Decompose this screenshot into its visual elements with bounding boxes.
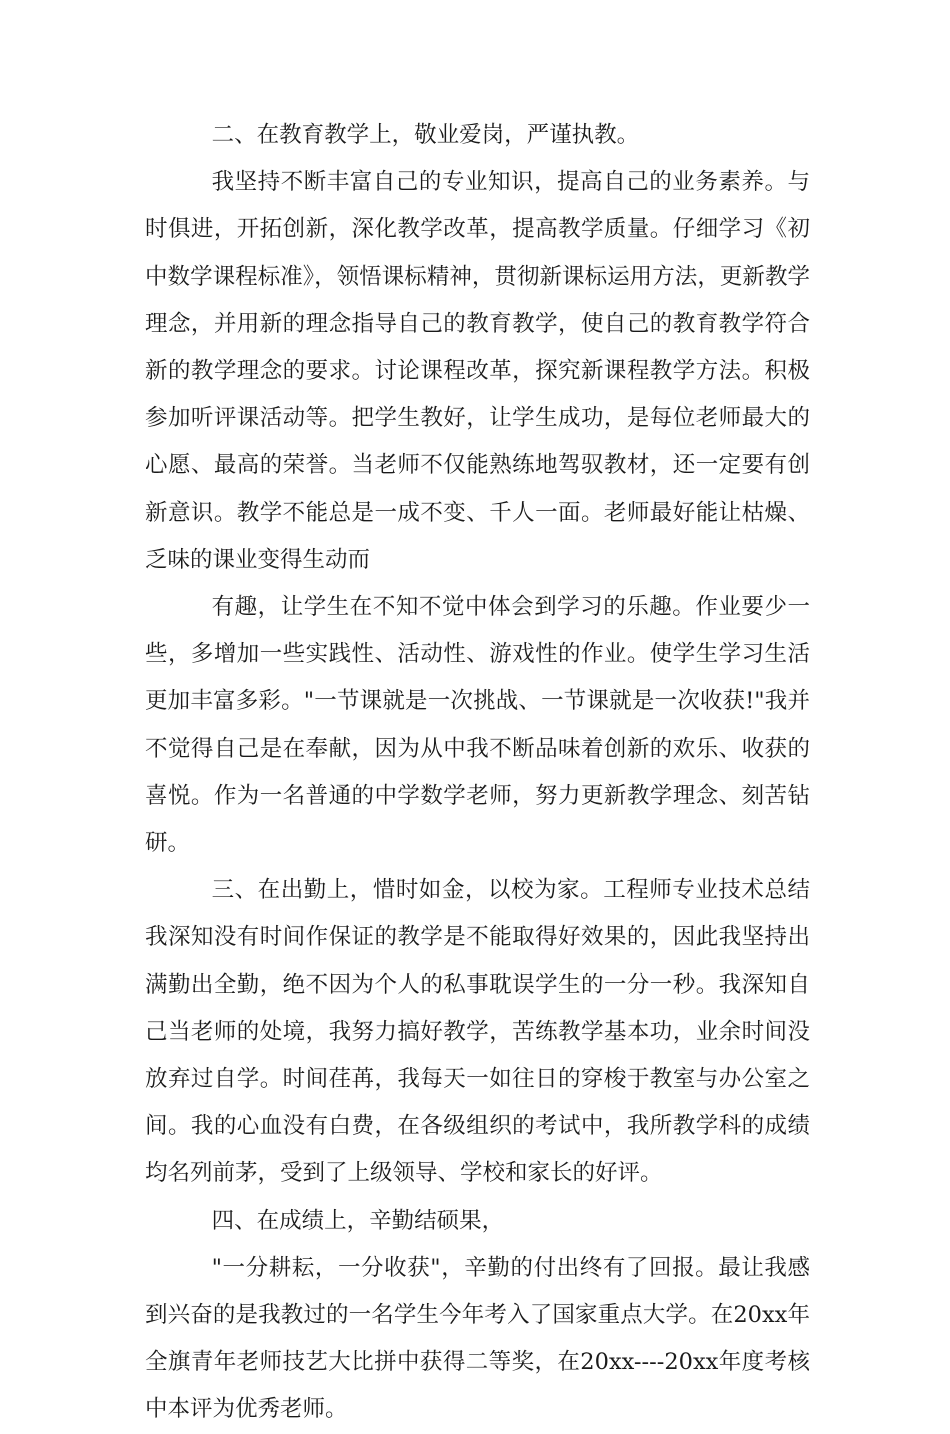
paragraph-section-3-attendance: 三、在出勤上，惜时如金，以校为家。工程师专业技术总结我深知没有时间作保证的教学是不能取得好效果的，因此我坚持出满勤出全勤，绝不因为个人的私事耽误学生的一分一秒。我深知自己当老师的处境，我努力搞好教学，苦练教学基本功，业余时间没放弃过自学。时间荏苒，我每天一如往日的穿梭于教室与办公室之间。我的心血没有白费，在各级组织的考试中，我所教学科的成绩均名列前茅，受到了上级领导、学校和家长的好评。 [145,877,810,1187]
paragraph-teaching-practice: 我坚持不断丰富自己的专业知识，提高自己的业务素养。与时俱进，开拓创新，深化教学改革，提高教学质量。仔细学习《初中数学课程标准》，领悟课标精神，贯彻新课标运用方法，更新教学理念，并用新的理念指导自己的教育教学，使自己的教育教学符合新的教学理念的要求。讨论课程改革，探究新课程教学方法。积极参加听评课活动等。把学生教好，让学生成功，是每位老师最大的心愿、最高的荣誉。当老师不仅能熟练地驾驭教材，还一定要有创新意识。教学不能总是一成不变、千人一面。老师最好能让枯燥、乏味的课业变得生动而 [145,169,810,573]
paragraph-section-2-heading: 二、在教育教学上，敬业爱岗，严谨执教。 [211,122,640,148]
paragraph-teaching-continued: 有趣，让学生在不知不觉中体会到学习的乐趣。作业要少一些，多增加一些实践性、活动性、游戏性的作业。使学生学习生活更加丰富多彩。"一节课就是一次挑战、一节课就是一次收获!"我并不觉得自己是在奉献，因为从中我不断品味着创新的欢乐、收获的喜悦。作为一名普通的中学数学老师，努力更新教学理念、刻苦钻研。 [145,594,810,857]
paragraph-section-4-heading: 四、在成绩上，辛勤结硕果， [211,1207,505,1234]
document-body [145,112,810,1434]
paragraph-achievements: "一分耕耘，一分收获"，辛勤的付出终有了回报。最让我感到兴奋的是我教过的一名学生今年考入了国家重点大学。在20xx年全旗青年老师技艺大比拼中获得二等奖，在20xx----20xx年度考核中本评为优秀老师。 [145,1254,810,1423]
